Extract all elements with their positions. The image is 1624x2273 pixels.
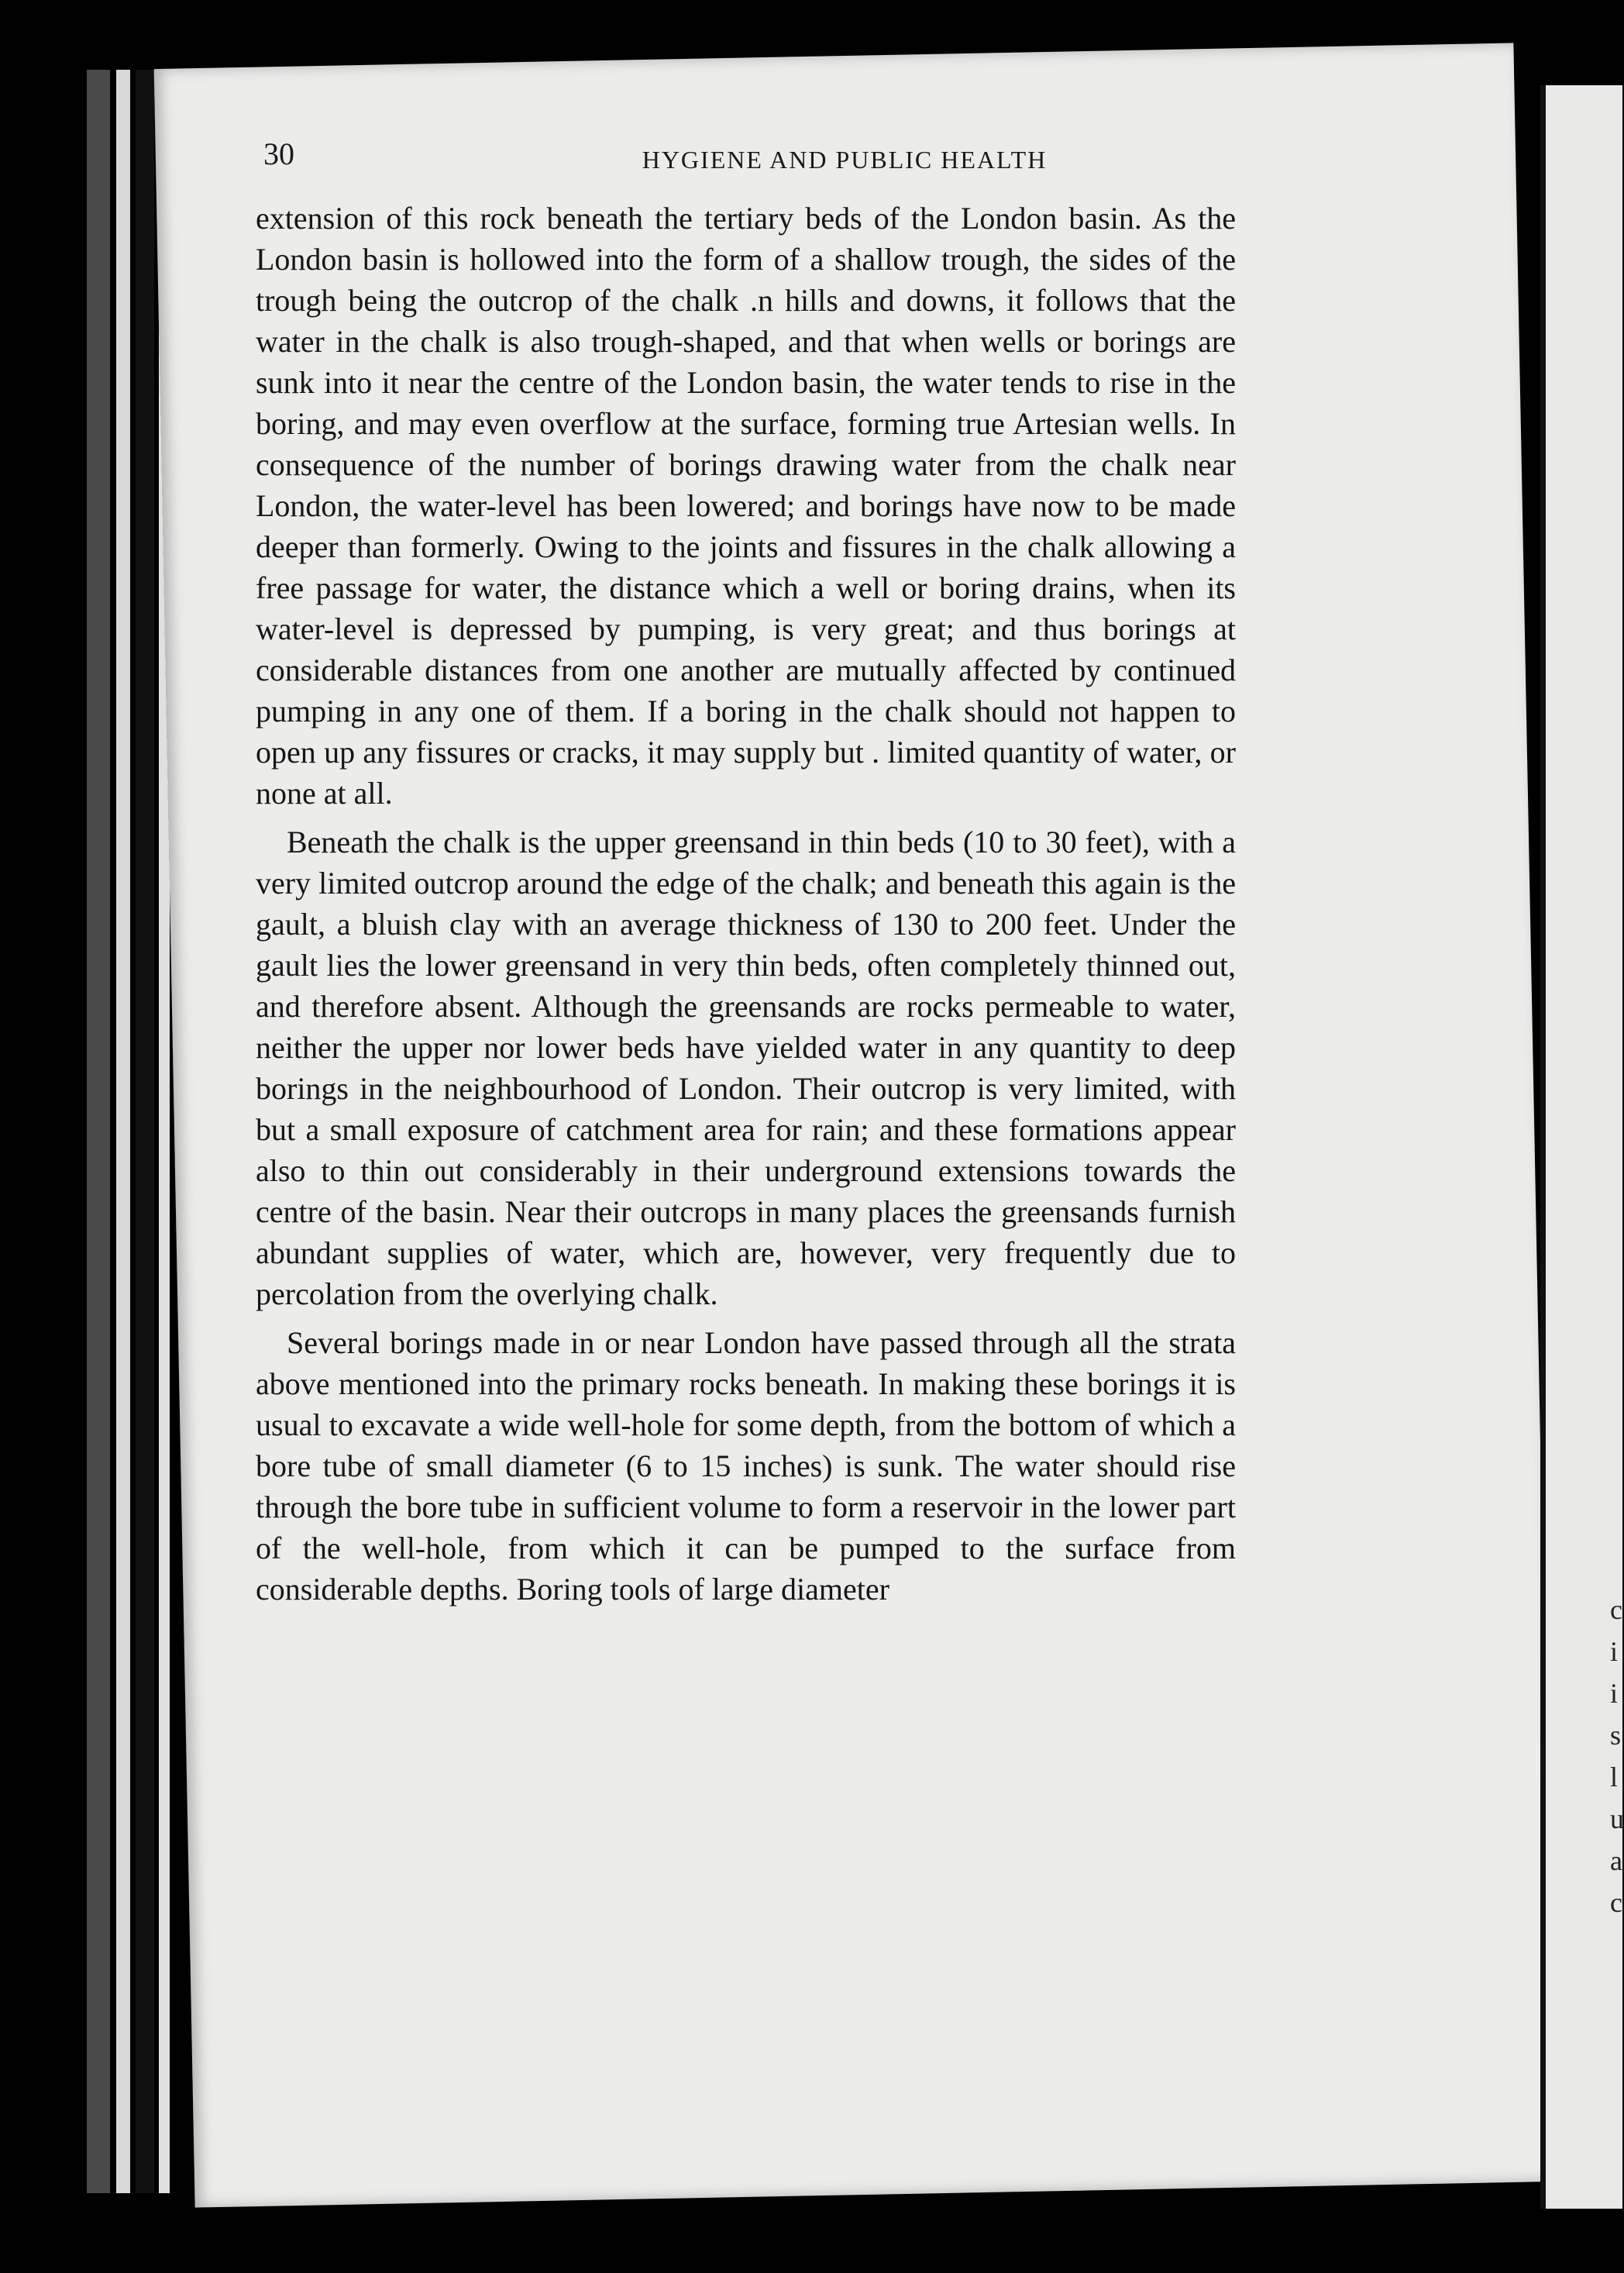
text-fragment: s [1610, 1720, 1622, 1751]
paragraph: Beneath the chalk is the upper greensand in thin beds (10 to 30 feet), with a very limited outcrop around the edge of the chalk; and beneath this again is the gault, a bluish clay with an average thickness of 130 to 200 feet. Under the gault lies the lower greensand in very thin beds, often completely thinned out, and therefore absent. Although the greensands are rocks permeable to water, neither the upper nor lower beds have yielded water in any quantity to deep borings in the neighbourhood of London. Their outcrop is very limited, with but a small exposure of catchment area for rain; and these formations appear also to thin out considerably in their underground extensions towards the centre of the basin. Near their outcrops in many places the greensands furnish abundant supplies of water, which are, however, very frequently due to percolation from the overlying chalk. [256, 825, 1236, 1311]
book-edge-strip [116, 70, 130, 2193]
text-fragment: i [1610, 1636, 1619, 1667]
text-fragment: i [1610, 1678, 1619, 1709]
book-edge-strip [136, 70, 154, 2193]
facing-page-text-fragments [1610, 1589, 1622, 1923]
body-text [256, 198, 1236, 1617]
page-number: 30 [263, 136, 294, 171]
book-edge-strip [87, 70, 110, 2193]
text-fragment: c [1610, 1887, 1622, 1918]
text-fragment: a [1610, 1845, 1622, 1876]
paragraph: Several borings made in or near London have passed through all the strata above mentioned into the primary rocks beneath. In making these borings it is usual to excavate a wide well-hole for some depth, from the bottom of which a bore tube of small diameter (6 to 15 inches) is sunk. The water should rise through the bore tube in sufficient volume to form a reservoir in the lower part of the well-hole, from which it can be pumped to the surface from considerable depths. Boring tools of large diameter [256, 1325, 1236, 1607]
text-fragment: c [1610, 1594, 1622, 1625]
text-fragment: l [1610, 1762, 1619, 1793]
paragraph: extension of this rock beneath the tertiary beds of the London basin. As the London basin is hollowed into the form of a shallow trough, the sides of the trough being the outcrop of the chalk .n hills and downs, it follows that the water in the chalk is also trough-shaped, and that when wells or borings are sunk into it near the centre of the London basin, the water tends to rise in the boring, and may even overflow at the surface, forming true Artesian wells. In consequence of the number of borings drawing water from the chalk near London, the water-level has been lowered; and borings have now to be made deeper than formerly. Owing to the joints and fissures in the chalk allowing a free passage for water, the distance which a well or boring drains, when its water-level is depressed by pumping, is very great; and thus borings at considerable distances from one another are mutually affected by continued pumping in any one of them. If a boring in the chalk should not happen to open up any fissures or cracks, it may supply but . limited quantity of water, or none at all. [256, 201, 1236, 811]
text-fragment: u [1610, 1803, 1624, 1834]
running-head: HYGIENE AND PUBLIC HEALTH [642, 146, 1048, 174]
